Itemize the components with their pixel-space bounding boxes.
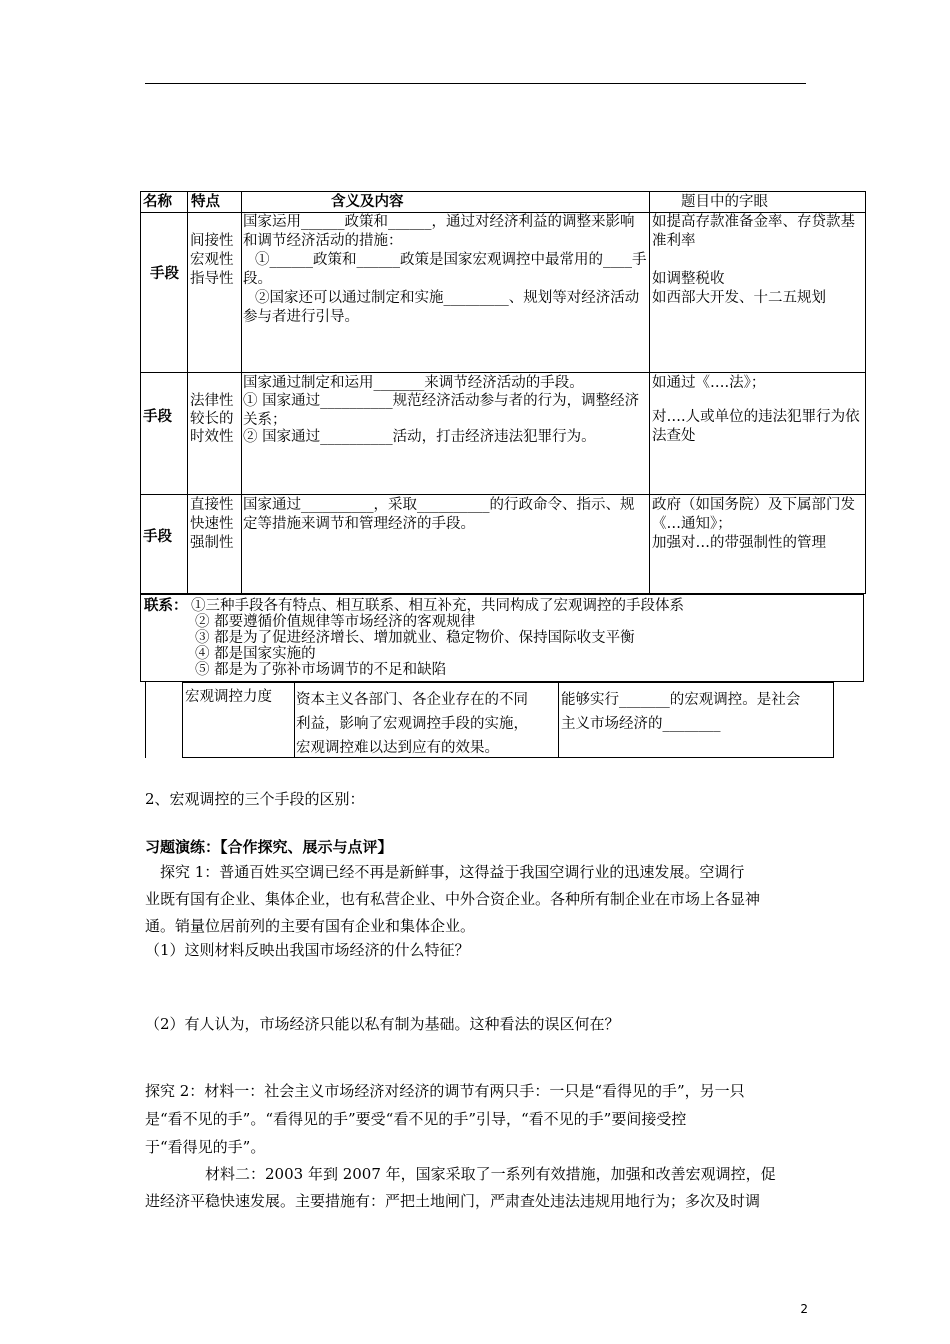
row1-keyword: 如提高存款准备金率、存贷款基准利率 <box>652 214 855 249</box>
row2-feature: 法律性 <box>190 393 234 409</box>
question-2: （2）有人认为，市场经济只能以私有制为基础。这种看法的误区何在？ <box>145 1015 620 1033</box>
header-name: 名称 <box>143 194 172 210</box>
row2-feature: 时效性 <box>190 429 234 445</box>
col-divider <box>241 192 242 593</box>
inquiry1-line: 探究 1：普通百姓买空调已经不再是新鲜事，这得益于我国空调行业的迅速发展。空调行 <box>160 863 745 881</box>
row1-keyword: 如调整税收 <box>652 271 725 287</box>
means-table <box>140 191 866 594</box>
links-label: 联系： <box>144 598 188 614</box>
row3-feature: 快速性 <box>190 516 234 532</box>
question-1: （1）这则材料反映出我国市场经济的什么特征？ <box>145 941 470 959</box>
links-item: ⑤ 都是为了弥补市场调节的不足和缺陷 <box>195 662 447 678</box>
capitalism-text: 利益，影响了宏观调控手段的实施， <box>296 716 528 732</box>
col-divider <box>558 683 559 757</box>
row2-keyword: 对….人或单位的违法犯罪行为依法查处 <box>652 409 860 444</box>
row2-content: ① 国家通过__________规范经济活动参与者的行为，调整经济关系； <box>243 393 640 428</box>
row2-name: 手段 <box>143 409 172 425</box>
row3-feature: 直接性 <box>190 497 234 513</box>
exercise-heading <box>145 834 393 861</box>
inquiry2-line: 是“看不见的手”。“看得见的手”要受“看不见的手”引导，“看不见的手”要间接受控 <box>145 1110 687 1128</box>
inquiry1-line: 业既有国有企业、集体企业，也有私营企业、中外合资企业。各种所有制企业在市场上各显神 <box>145 890 761 908</box>
compare-label: 宏观调控力度 <box>185 689 272 705</box>
header-keywords: 题目中的字眼 <box>681 194 768 210</box>
row1-feature: 间接性 <box>190 233 234 249</box>
page-number: 2 <box>800 1302 808 1316</box>
links-box <box>140 594 864 682</box>
capitalism-text: 宏观调控难以达到应有的效果。 <box>296 740 499 756</box>
header-content: 含义及内容 <box>331 194 404 210</box>
col-divider <box>187 192 188 593</box>
row2-content: 国家通过制定和运用_______来调节经济活动的手段。 <box>243 375 584 391</box>
socialism-text: 主义市场经济的________ <box>561 716 721 732</box>
material2-line: 材料二：2003 年到 2007 年，国家采取了一系列有效措施，加强和改善宏观调控，促 <box>205 1165 776 1183</box>
row3-name: 手段 <box>143 529 172 545</box>
row2-keyword: 如通过《….法》； <box>652 375 766 391</box>
row1-name: 手段 <box>150 266 179 282</box>
row1-content: ②国家还可以通过制定和实施_________、规划等对经济活动参与者进行引导。 <box>243 290 640 325</box>
capitalism-text: 资本主义各部门、各企业存在的不同 <box>296 692 528 708</box>
row3-feature: 强制性 <box>190 535 234 551</box>
socialism-text: 能够实行_______的宏观调控。是社会 <box>561 692 801 708</box>
header-features: 特点 <box>191 194 220 210</box>
section-2-heading: 2、宏观调控的三个手段的区别： <box>145 790 365 808</box>
row-divider <box>141 372 865 373</box>
links-item: ③ 都是为了促进经济增长、增加就业、稳定物价、保持国际收支平衡 <box>195 630 635 646</box>
row2-feature: 较长的 <box>190 411 234 427</box>
row-divider <box>141 494 865 495</box>
material2-line: 进经济平稳快速发展。主要措施有：严把土地闸门，严肃查处违法违规用地行为；多次及时调 <box>145 1192 761 1210</box>
links-item: ② 都要遵循价值规律等市场经济的客观规律 <box>195 614 476 630</box>
inquiry2-line: 于“看得见的手”。 <box>145 1138 266 1156</box>
row1-content: 国家运用______政策和______，通过对经济利益的调整来影响和调节经济活动的措施： <box>243 214 635 249</box>
links-item: ④ 都是国家实施的 <box>195 646 316 662</box>
row1-keyword: 如西部大开发、十二五规划 <box>652 290 826 306</box>
inquiry1-line: 通。销量位居前列的主要有国有企业和集体企业。 <box>145 917 476 935</box>
row3-content: 国家通过__________，采取__________的行政命令、指示、规定等措施来调节和管理经济的手段。 <box>243 497 635 532</box>
comparison-table <box>182 682 834 758</box>
row1-feature: 指导性 <box>190 271 234 287</box>
exercise-label: 习题演练： <box>145 838 221 856</box>
row2-content: ② 国家通过__________活动，打击经济违法犯罪行为。 <box>243 429 596 445</box>
inquiry2-line: 探究 2：材料一：社会主义市场经济对经济的调节有两只手：一只是“看得见的手”，另一只 <box>145 1082 745 1100</box>
col-divider <box>294 683 295 757</box>
exercise-tag: 【合作探究、展示与点评】 <box>220 838 393 856</box>
row1-content: ①______政策和______政策是国家宏观调控中最常用的____手段。 <box>243 252 647 287</box>
frame-line <box>145 682 146 758</box>
row3-keyword: 政府（如国务院）及下属部门发《…通知》； <box>652 497 855 532</box>
col-divider <box>649 192 650 593</box>
links-item: ①三种手段各有特点、相互联系、相互补充，共同构成了宏观调控的手段体系 <box>191 598 684 614</box>
row1-feature: 宏观性 <box>190 252 234 268</box>
row3-keyword: 加强对…的带强制性的管理 <box>652 535 826 551</box>
top-rule <box>145 83 806 84</box>
